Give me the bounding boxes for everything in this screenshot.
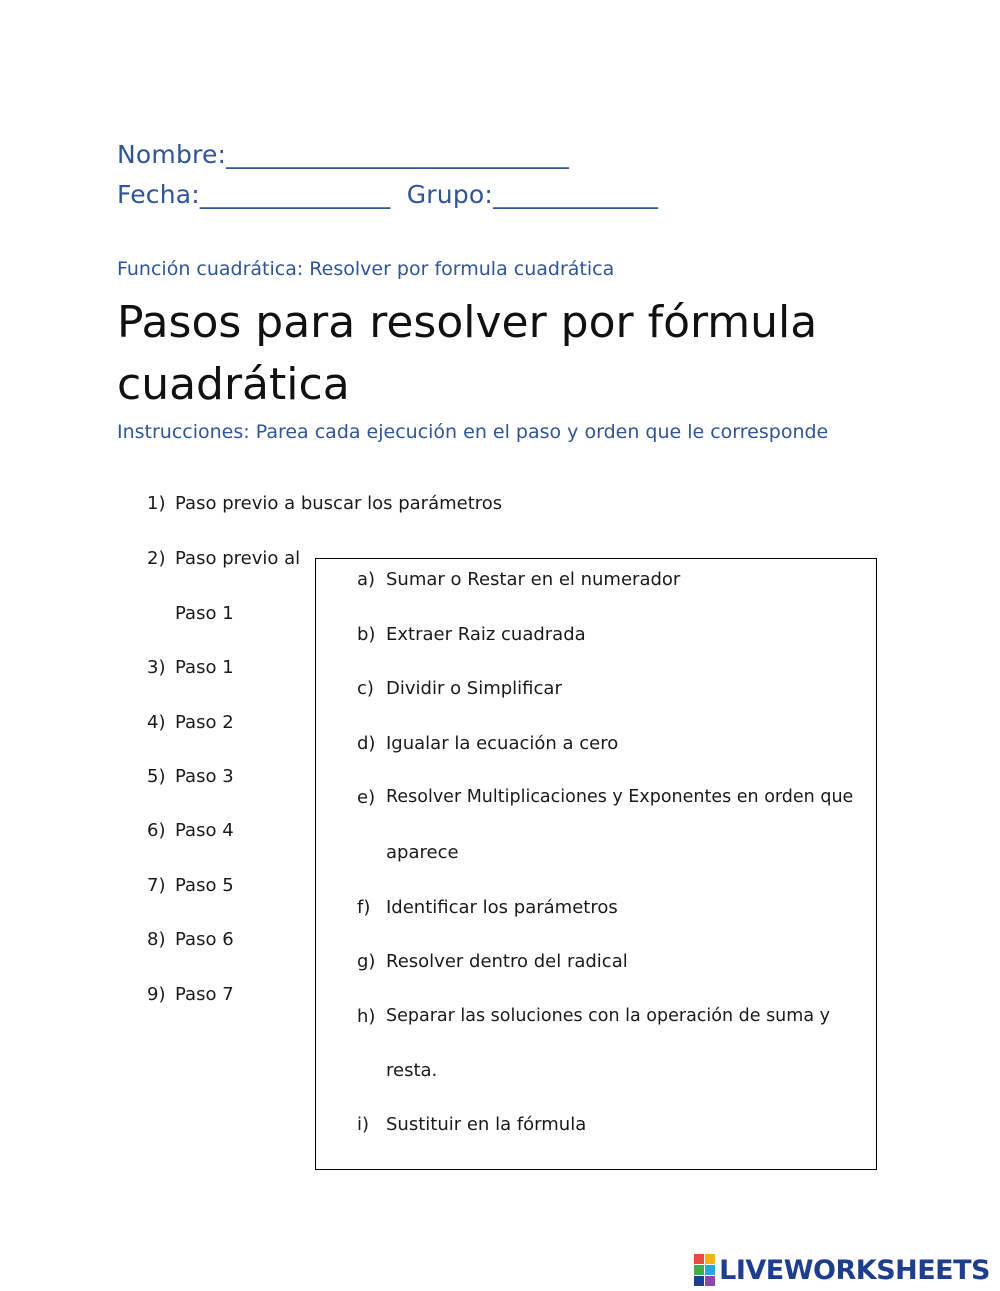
item-text: Paso previo al — [175, 548, 301, 569]
item-text: Resolver dentro del radical — [386, 951, 628, 972]
item-text: Resolver Multiplicaciones y Exponentes en orden que — [386, 787, 854, 807]
item-text: Paso 1 — [175, 603, 234, 624]
item-text: Paso 5 — [175, 875, 234, 896]
item-text: Paso 7 — [175, 984, 234, 1005]
item-number: 9) — [147, 984, 166, 1005]
item-number: 8) — [147, 929, 166, 950]
item-text: Separar las soluciones con la operación de suma y — [386, 1006, 830, 1026]
liveworksheets-logo[interactable] — [694, 1253, 990, 1287]
item-text: resta. — [386, 1060, 438, 1081]
logo-block — [705, 1276, 715, 1286]
logo-block — [705, 1254, 715, 1264]
item-letter: e) — [357, 787, 376, 808]
logo-block — [694, 1276, 704, 1286]
item-text: Igualar la ecuación a cero — [386, 733, 619, 754]
name-field-label: Nombre:___________________________ — [117, 140, 570, 169]
date-group-field-label: Fecha:_______________ Grupo:_____________ — [117, 180, 659, 209]
item-number: 5) — [147, 766, 166, 787]
item-letter: f) — [357, 897, 371, 918]
options-box — [315, 558, 877, 1170]
item-letter: d) — [357, 733, 376, 754]
item-letter: i) — [357, 1114, 370, 1135]
item-text: Paso previo a buscar los parámetros — [175, 493, 503, 514]
item-letter: h) — [357, 1006, 376, 1027]
item-text: Sumar o Restar en el numerador — [386, 569, 681, 590]
logo-blocks-icon — [694, 1254, 715, 1286]
item-number: 6) — [147, 820, 166, 841]
item-letter: b) — [357, 624, 376, 645]
item-text: Paso 1 — [175, 657, 234, 678]
page-title: Pasos para resolver por fórmula cuadrática — [117, 297, 818, 410]
item-number: 2) — [147, 548, 166, 569]
logo-block — [694, 1254, 704, 1264]
item-number: 3) — [147, 657, 166, 678]
logo-block — [694, 1265, 704, 1275]
item-text: Extraer Raiz cuadrada — [386, 624, 586, 645]
item-number: 7) — [147, 875, 166, 896]
logo-block — [705, 1265, 715, 1275]
instructions: Instrucciones: Parea cada ejecución en el paso y orden que le corresponde — [117, 421, 829, 443]
item-letter: a) — [357, 569, 376, 590]
item-text: Identificar los parámetros — [386, 897, 618, 918]
item-number: 4) — [147, 712, 166, 733]
item-text: aparece — [386, 842, 459, 863]
item-letter: c) — [357, 678, 374, 699]
item-text: Dividir o Simplificar — [386, 678, 562, 699]
item-text: Sustituir en la fórmula — [386, 1114, 587, 1135]
item-number: 1) — [147, 493, 166, 514]
item-text: Paso 6 — [175, 929, 234, 950]
item-text: Paso 4 — [175, 820, 234, 841]
item-text: Paso 3 — [175, 766, 234, 787]
item-text: Paso 2 — [175, 712, 234, 733]
logo-text: LIVEWORKSHEETS — [719, 1254, 990, 1286]
item-letter: g) — [357, 951, 376, 972]
subtitle: Función cuadrática: Resolver por formula cuadrática — [117, 258, 615, 280]
